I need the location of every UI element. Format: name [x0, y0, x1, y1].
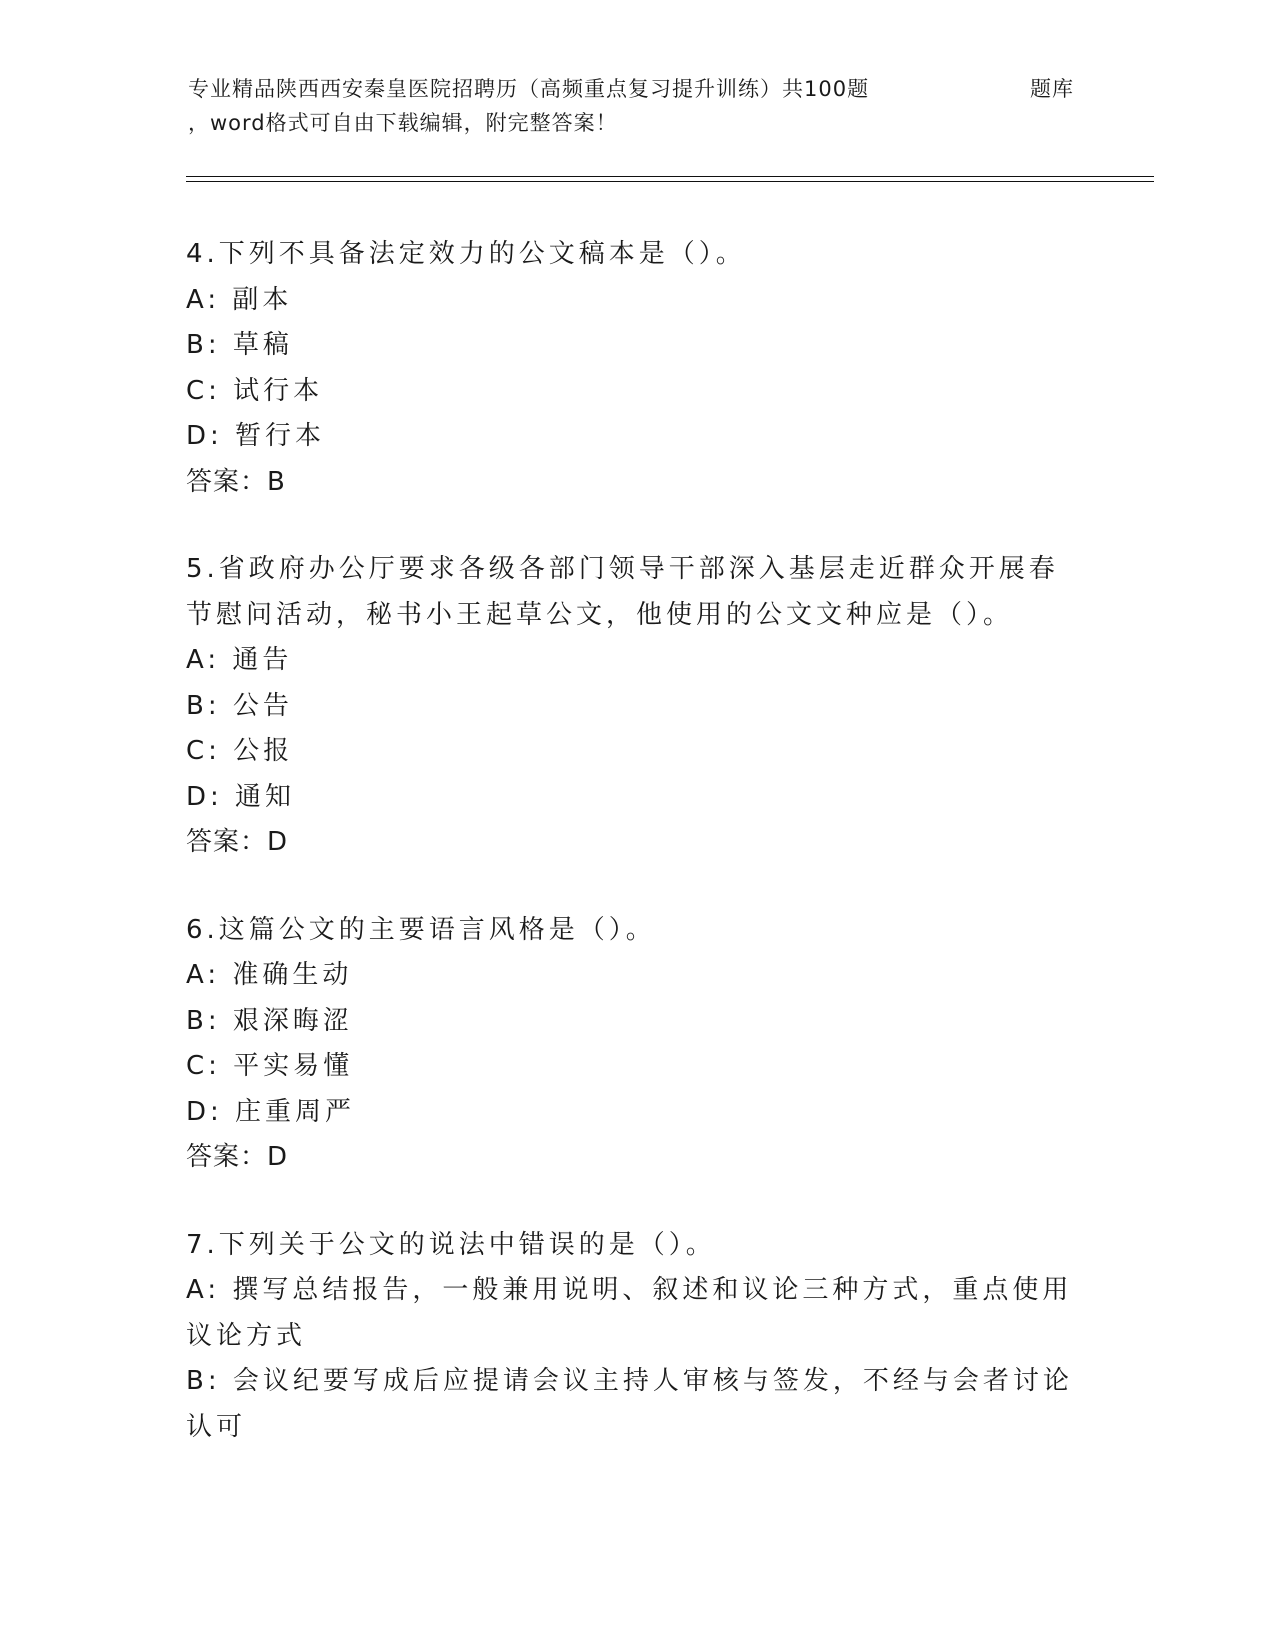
- option-a: A: 准确生动: [186, 960, 353, 990]
- answer-line: 答案：D: [186, 827, 289, 857]
- option-a: A: 通告: [186, 645, 293, 675]
- question-stem: 6.这篇公文的主要语言风格是（）。: [186, 914, 656, 945]
- question-5: [186, 547, 1086, 866]
- question-stem: 5.省政府办公厅要求各级各部门领导干部深入基层走近群众开展春节慰问活动，秘书小王起草公文，他使用的公文文种应是（）。: [186, 554, 1059, 630]
- answer-line: 答案：D: [186, 1142, 289, 1172]
- header-title-line1: [188, 72, 1088, 106]
- answer-line: 答案：B: [186, 466, 286, 497]
- option-a: A: 撰写总结报告，一般兼用说明、叙述和议论三种方式，重点使用议论方式: [186, 1275, 1073, 1351]
- option-c: C: 公报: [186, 736, 294, 766]
- option-b: B: 会议纪要写成后应提请会议主持人审核与签发，不经与会者讨论认可: [186, 1366, 1073, 1442]
- question-4: [186, 232, 1086, 505]
- option-a: A: 副本: [186, 284, 293, 315]
- header-title: 专业精品陕西西安秦皇医院招聘历（高频重点复习提升训练）共100题: [188, 77, 870, 101]
- question-stem: 7.下列关于公文的说法中错误的是（）。: [186, 1229, 716, 1260]
- option-d: D: 庄重周严: [186, 1096, 356, 1127]
- option-d: D: 暂行本: [186, 421, 326, 451]
- question-7: [186, 1223, 1086, 1451]
- header-divider-top: [186, 176, 1154, 177]
- header-divider-bottom: [186, 181, 1154, 182]
- option-b: B: 草稿: [186, 330, 293, 360]
- option-b: B: 艰深晦涩: [186, 1005, 353, 1036]
- option-b: B: 公告: [186, 690, 293, 721]
- question-6: [186, 908, 1086, 1181]
- option-c: C: 平实易懂: [186, 1051, 354, 1081]
- question-list: [186, 232, 1086, 1450]
- document-header: [188, 72, 1088, 140]
- header-tag: 题库: [1030, 77, 1074, 101]
- question-stem: 4.下列不具备法定效力的公文稿本是（）。: [186, 239, 746, 269]
- header-title-line2: ，word格式可自由下载编辑，附完整答案！: [188, 111, 618, 135]
- option-d: D: 通知: [186, 781, 296, 812]
- option-c: C: 试行本: [186, 375, 324, 406]
